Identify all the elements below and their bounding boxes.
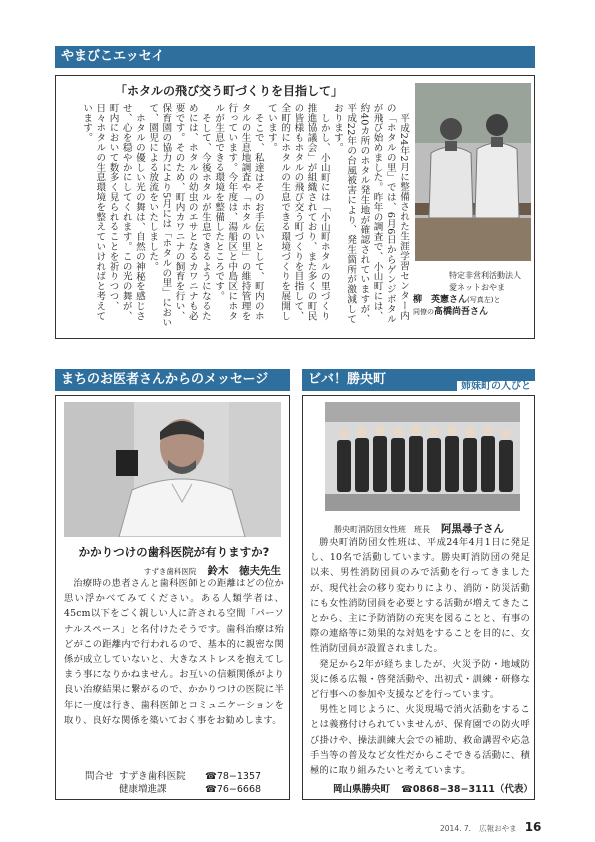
doctor-body	[64, 576, 284, 728]
essay-paragraph: しかし、小山町には「小山町ホタルの里づくり推進協議会」が組織されており、また多くの町民の皆様もホタルの飛び交う町づくりを目指して、全町的にホタルの生息できる環境づくりを展開しています。	[265, 103, 330, 321]
page-footer	[440, 816, 540, 835]
doctor-contact1-name: すずき歯科医院	[119, 771, 186, 782]
essay-paragraph: そこで、私達はそのお手伝いとして、町内のホタルの生息地調査や「ホタルの里」の維持管理を行っています。今年度は、湯船区と中島区にホタルが生息できる環境を整備したところです。	[213, 103, 264, 321]
doctor-contact	[85, 770, 285, 796]
doctor-photo-illustration	[64, 402, 281, 537]
essay-section-title: やまびこエッセイ	[61, 49, 165, 64]
viva-caption-name: 阿黒尋子さん	[441, 523, 505, 535]
viva-paragraph: 発足から2年が経ちましたが、火災予防・地域防災に係る広報・啓発活動や、出初式・訓練・研修など行事への参加や支援などを行っています。	[310, 658, 530, 701]
essay-body	[62, 103, 410, 328]
essay-caption-org2: 愛ネットおやま	[449, 283, 505, 292]
doctor-paragraph: 治療時の患者さんと歯科医師との距離はどの位か思い浮かべてみてください。ある人類学者は、45cm以下をごく親しい人に許される空間「パーソナルスペース」と名付けたそうです。歯科治療は殆どがこの距離内で行われるので、基本的に親密な関係が成立していないと、大きなストレスを抱えてしまう事になりかねません。お互いの信頼関係がより良い治療結果に繋がるので、かかりつけの医院に半年に一度は行き、歯科医師とコミュニケーションを取り、良好な関係を築いておく事をお勧めします。	[64, 578, 284, 726]
essay-paragraph: そして、今後ホタルが生息できるようになるためには、ホタルの幼虫のエサとなるカワニナも必要です。そのため、町内カワニナの飼育を行い、保育園の協力により5月には「ホタルの里」において、園児による放流をいたしました。	[147, 103, 211, 328]
doctor-name: 鈴木 徳夫先生	[207, 565, 281, 577]
viva-paragraph: 勝央町消防団女性班は、平成24年4月1日に発足し、10名で活動しています。勝央町消防団の発足以来、男性消防団員のみで活動を行ってきましたが、現代社会の移り変わりにより、消防・防災活動にも女性消防団員を必要とする活動が増えてきたことから、主に予防消防の充実を図ることと、有事の際の連絡等に効果的な対処をすることを目的に、女性消防団員が設置されました。	[310, 537, 530, 655]
viva-contact-tel: ☎0868−38−3111（代表）	[401, 784, 533, 795]
doctor-headline: かかりつけの歯科医院が有りますか?	[78, 545, 270, 559]
doctor-photo	[64, 402, 281, 537]
essay-section-header	[55, 46, 535, 68]
viva-subtitle-wrap	[452, 374, 535, 393]
two-men-photo-illustration	[415, 83, 531, 261]
viva-paragraph: 男性と同じように、火災現場で消火活動をすることは義務付けられていませんが、保育園での防火呼び掛けや、操法訓練大会での補助、救命講習や応急手当等の普及など女性だからこそできる活動に、積極的に取り組みたいと考えています。	[310, 704, 530, 777]
fire-team-photo-illustration	[325, 402, 520, 511]
essay-caption-name2: 髙橋尚吾さん	[434, 307, 489, 317]
doctor-section-header	[55, 369, 290, 391]
essay-caption-note: (写真左)と	[467, 296, 501, 304]
doctor-contact2-tel: ☎76−6668	[205, 784, 262, 795]
footer-page-number: 16	[524, 820, 542, 834]
essay-paragraph: ホタルの優しい光の舞は、自然の神秘を感じさせ、心を穏やかにしてくれます。この光の舞が、町内において数多く見られることを祈りつつ、日々ホタルの生息環境を整えていければと考えています。	[81, 103, 145, 321]
doctor-contact-label: 問合せ	[85, 771, 114, 782]
essay-caption-name1: 柳 英憲さん	[413, 295, 468, 305]
doctor-clinic: すずき歯科医院	[143, 567, 197, 576]
viva-caption	[304, 517, 534, 536]
essay-photo	[415, 83, 531, 261]
viva-contact	[333, 783, 533, 796]
viva-section-title: ビバ！勝央町	[308, 372, 387, 387]
doctor-contact2-name: 健康増進課	[119, 784, 167, 795]
viva-photo	[325, 402, 520, 511]
essay-caption-org: 特定非営利活動法人	[449, 271, 521, 280]
viva-contact-name: 岡山県勝央町	[333, 784, 391, 795]
essay-caption	[413, 270, 535, 318]
viva-subtitle: 姉妹町の人びと	[457, 381, 535, 392]
footer-publication: 広報おやま	[479, 824, 517, 833]
viva-body	[310, 535, 530, 778]
doctor-section-title: まちのお医者さんからのメッセージ	[61, 372, 269, 387]
essay-headline: 「ホタルの飛び交う町づくりを目指して」	[115, 84, 344, 98]
viva-caption-group: 勝央町消防団女性班 班長	[333, 525, 430, 534]
doctor-contact1-tel: ☎78−1357	[205, 771, 262, 782]
essay-caption-pre: 同僚の	[413, 308, 434, 316]
essay-paragraph: 平成24年2月に整備された生涯学習センター内の「ホタルの里」では、6月6日からゲンジボタルが飛び始めました。昨年の調査で、小山町には、約40カ所のホタル発生地が確認されていますが、平成22年の台風被害により、発生箇所が激減しております。	[331, 103, 409, 324]
footer-date: 2014. 7.	[440, 824, 472, 833]
